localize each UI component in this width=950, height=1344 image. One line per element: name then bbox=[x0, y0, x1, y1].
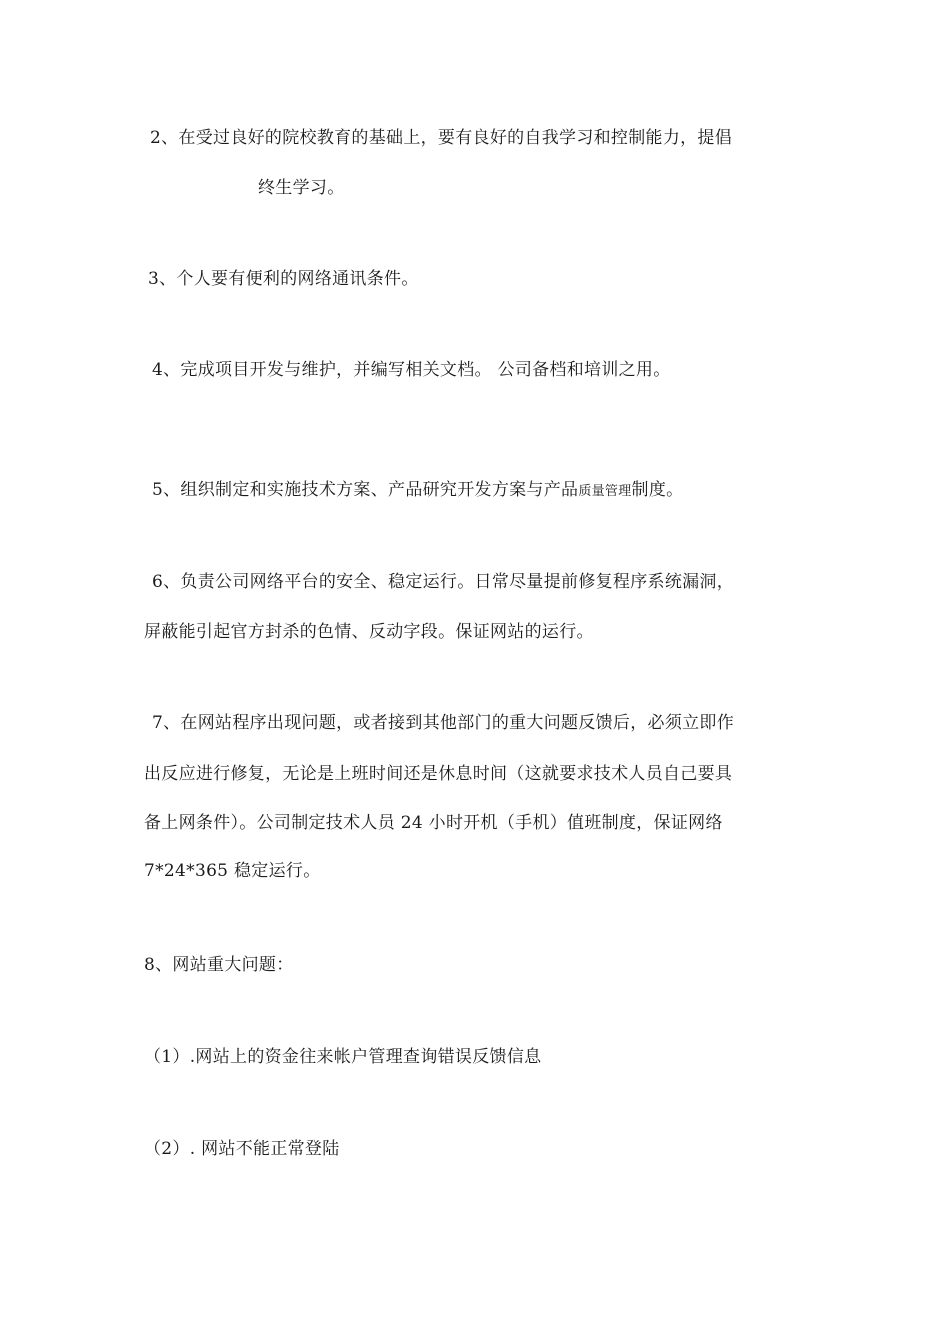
paragraph-5 bbox=[152, 478, 683, 504]
paragraph-7-line-2: 出反应进行修复，无论是上班时间还是休息时间（这就要求技术人员自己要具 bbox=[144, 764, 733, 784]
paragraph-2-line-2: 终生学习。 bbox=[258, 178, 345, 198]
paragraph-5-main: 5、组织制定和实施技术方案、产品研究开发方案与产品 bbox=[152, 480, 579, 500]
paragraph-3: 3、个人要有便利的网络通讯条件。 bbox=[148, 269, 419, 289]
paragraph-2-line-1: 2、在受过良好的院校教育的基础上，要有良好的自我学习和控制能力，提倡 bbox=[150, 128, 733, 148]
paragraph-7-line-4: 7*24*365 稳定运行。 bbox=[144, 861, 321, 881]
paragraph-5-small-text: 质量管理 bbox=[578, 484, 632, 499]
paragraph-7-line-3: 备上网条件）。公司制定技术人员 24 小时开机（手机）值班制度，保证网络 bbox=[144, 813, 723, 833]
paragraph-8-heading: 8、网站重大问题： bbox=[144, 955, 294, 975]
paragraph-7-line-1: 7、在网站程序出现问题，或者接到其他部门的重大问题反馈后，必须立即作 bbox=[152, 713, 735, 733]
list-item-1: （1）.网站上的资金往来帐户管理查询错误反馈信息 bbox=[144, 1047, 542, 1067]
paragraph-4: 4、完成项目开发与维护，并编写相关文档。 公司备档和培训之用。 bbox=[152, 360, 671, 380]
paragraph-6-line-1: 6、负责公司网络平台的安全、稳定运行。日常尽量提前修复程序系统漏洞， bbox=[152, 572, 735, 592]
paragraph-6-line-2: 屏蔽能引起官方封杀的色情、反动字段。保证网站的运行。 bbox=[144, 622, 594, 642]
paragraph-5-end: 制度。 bbox=[631, 480, 684, 500]
list-item-2: （2）. 网站不能正常登陆 bbox=[144, 1139, 340, 1159]
